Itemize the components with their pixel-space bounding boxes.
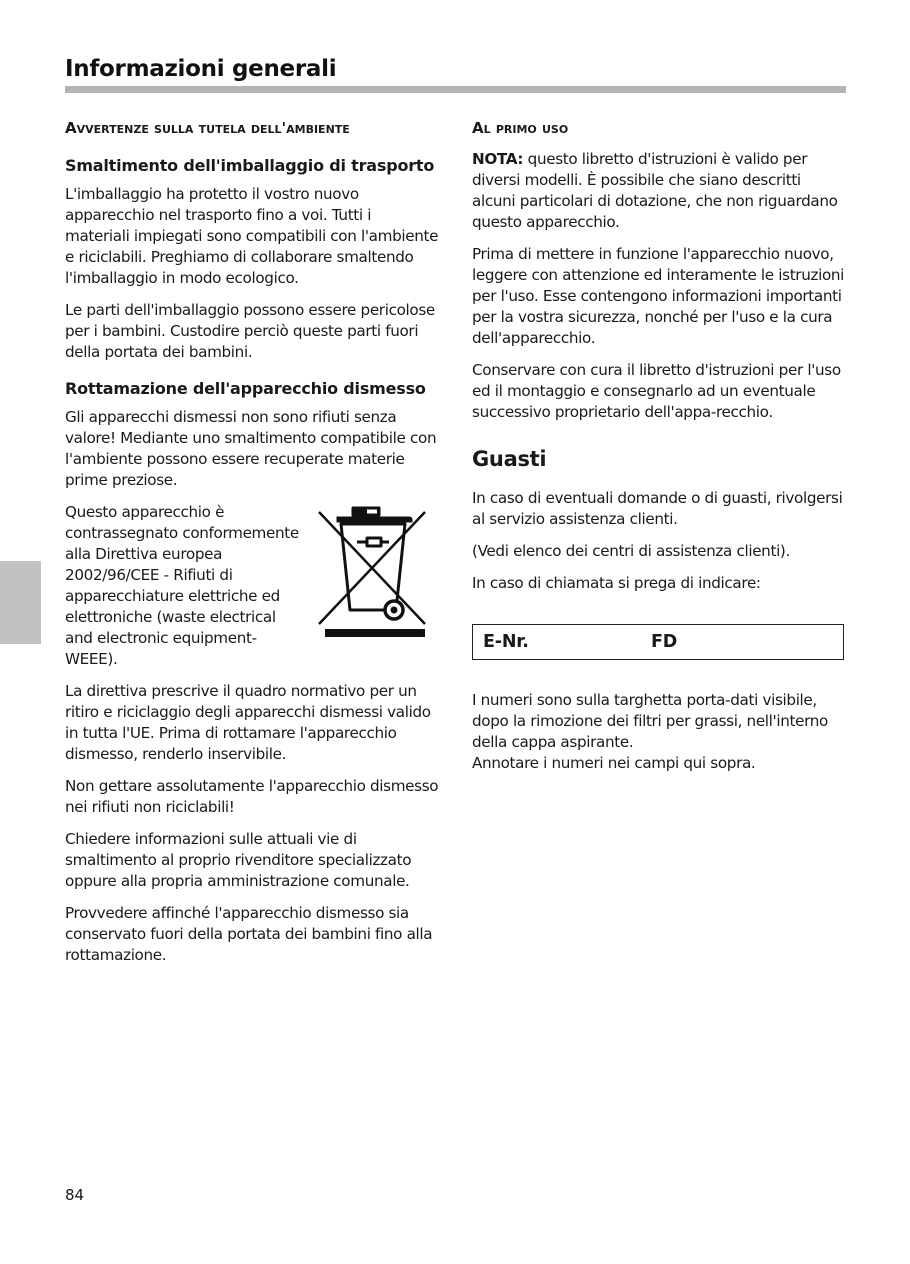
guasti-paragraph-2: (Vedi elenco dei centri di assistenza clienti). [472,542,790,560]
side-tab-marker [0,561,41,644]
packaging-paragraph-2: Le parti dell'imballaggio possono essere pericolose per i bambini. Custodire perciò queste parti fuori della portata dei bambini. [65,301,435,361]
first-use-paragraph-2: Prima di mettere in funzione l'apparecchio nuovo, leggere con attenzione ed interamente le istruzioni per l'uso. Esse contengono informazioni importanti per la vostra sicurezza, nonché per l'uso e la cura dell'apparecchio. [472,245,845,347]
guasti-paragraph-3: In caso di chiamata si prega di indicare: [472,574,761,592]
right-column [472,115,846,774]
numbers-location-paragraph [472,690,846,774]
packaging-paragraph-1: L'imballaggio ha protetto il vostro nuovo apparecchio nel trasporto fino a voi. Tutti i materiali impiegati sono compatibili con l'ambiente e riciclabili. Preghiamo di collaborare smaltendo l'imballaggio in modo ecologico. [65,185,439,287]
crossed-out-wheelie-bin-icon [317,506,432,644]
enr-label: E-Nr. [483,631,529,652]
fd-label: FD [651,631,678,652]
environment-section-heading: Avvertenze sulla tutela dell'ambiente [65,119,350,137]
packaging-heading: Smaltimento dell'imballaggio di trasporto [65,156,435,175]
disposal-paragraph-3: Non gettare assolutamente l'apparecchio dismesso nei rifiuti non riciclabili! [65,777,439,816]
nota-label: NOTA: [472,150,524,168]
disposal-paragraph-1: Gli apparecchi dismessi non sono rifiuti senza valore! Mediante uno smaltimento compatibile con l'ambiente possono essere recuperate materie prime preziose. [65,408,437,489]
disposal-paragraph-2: La direttiva prescrive il quadro normativo per un ritiro e riciclaggio degli apparecchi dismessi valido in tutta l'UE. Prima di rottamare l'apparecchio dismesso, renderlo inservibile. [65,682,431,763]
nota-paragraph [472,149,846,233]
left-column [65,115,440,977]
guasti-paragraph-1: In caso di eventuali domande o di guasti, rivolgersi al servizio assistenza clienti. [472,489,843,528]
numbers-location-text: I numeri sono sulla targhetta porta-dati visibile, dopo la rimozione dei filtri per grassi, nell'interno della cappa aspirante. [472,691,828,751]
disposal-paragraph-5: Provvedere affinché l'apparecchio dismesso sia conservato fuori della portata dei bambini fino alla rottamazione. [65,904,433,964]
first-use-paragraph-3: Conservare con cura il libretto d'istruzioni per l'uso ed il montaggio e consegnarlo ad un eventuale successivo proprietario dell'appa-recchio. [472,361,841,421]
disposal-heading: Rottamazione dell'apparecchio dismesso [65,379,426,398]
numbers-instruction-text: Annotare i numeri nei campi qui sopra. [472,754,756,772]
weee-text: Questo apparecchio è contrassegnato conformemente alla Direttiva europea 2002/96/CEE - Rifiuti di apparecchiature elettriche ed elettroniche (waste electrical and electronic equipment- WEEE). [65,503,299,668]
disposal-paragraph-4: Chiedere informazioni sulle attuali vie di smaltimento al proprio rivenditore specializzato oppure alla propria amministrazione comunale. [65,830,412,890]
first-use-heading: Al primo uso [472,119,569,137]
weee-notice [65,502,440,670]
guasti-heading: Guasti [472,447,547,471]
nota-text: questo libretto d'istruzioni è valido per diversi modelli. È possibile che siano descritti alcuni particolari di dotazione, che non riguardano questo apparecchio. [472,150,838,231]
enr-fd-field-box [472,624,844,660]
title-rule [65,86,846,93]
page-number: 84 [65,1186,85,1204]
page-title: Informazioni generali [65,56,337,82]
